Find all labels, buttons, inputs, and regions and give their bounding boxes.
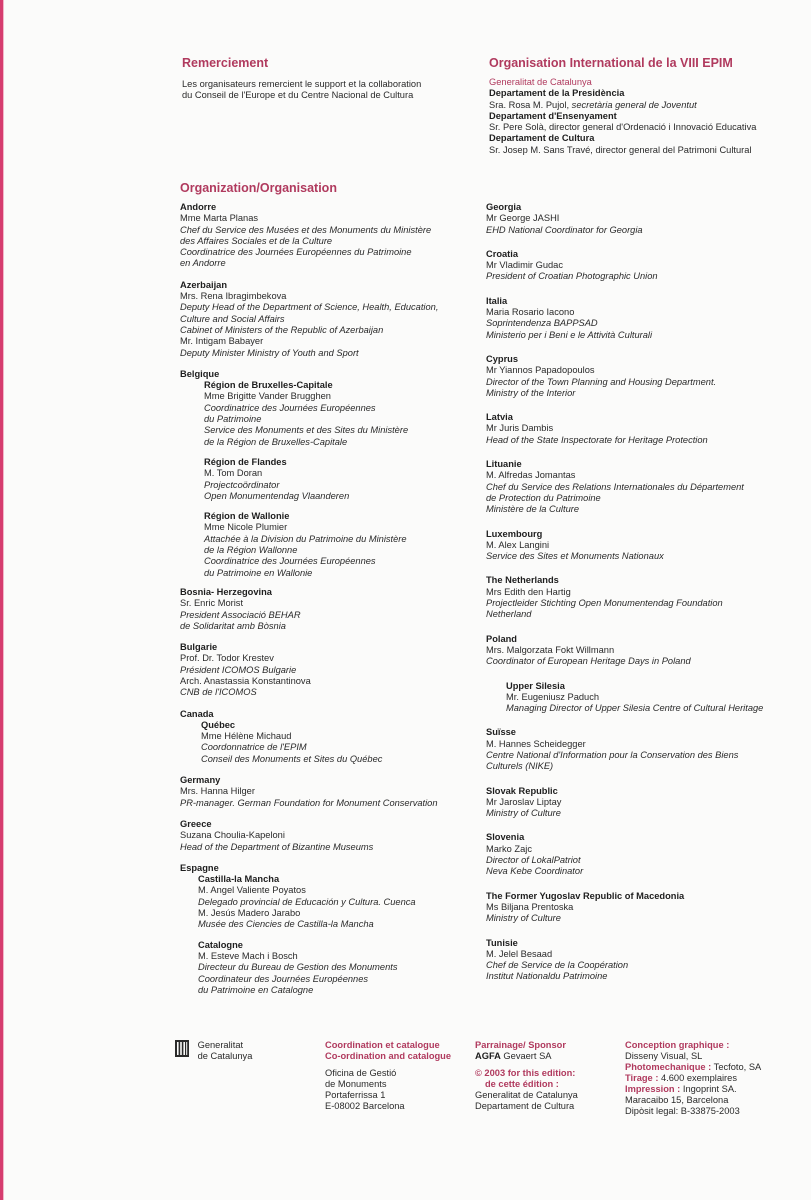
footer-coordination — [325, 1040, 475, 1112]
person-role: de la Région Wallonne — [204, 545, 298, 556]
person-role: Chef du Service des Relations Internationales du Département — [486, 481, 744, 492]
dept-name: Departament de la Presidència — [489, 88, 625, 99]
entry-lituanie — [486, 459, 796, 515]
region-quebec — [180, 720, 480, 765]
person-role: EHD National Coordinator for Georgia — [486, 224, 643, 235]
entry-suisse — [486, 727, 796, 772]
conception-line: Dipòsit legal: B-33875-2003 — [625, 1106, 740, 1116]
page-edge-highlight — [3, 0, 4, 1200]
entry-bulgarie — [180, 642, 480, 698]
person-role: Institut Nationaldu Patrimoine — [486, 971, 608, 982]
edition-line: Generalitat de Catalunya — [475, 1090, 578, 1100]
person-role: Projectleider Stichting Open Monumentendag Foundation — [486, 598, 723, 609]
person-role: Culture and Social Affairs — [180, 313, 285, 324]
person-name: M. Esteve Mach i Bosch — [198, 950, 298, 961]
entry-netherlands — [486, 575, 796, 620]
country-name: Espagne — [180, 862, 219, 873]
impression-label: Impression : — [625, 1084, 681, 1094]
entry-greece — [180, 819, 480, 853]
country-name: Germany — [180, 775, 221, 786]
person-name: Mr Jaroslav Liptay — [486, 796, 562, 807]
coordination-line: Portaferrissa 1 — [325, 1090, 386, 1100]
entry-germany — [180, 775, 480, 809]
person-name: Mrs. Hanna Hilger — [180, 786, 255, 797]
person-name: M. Alex Langini — [486, 539, 550, 550]
person-name: M. Jesús Madero Jarabo — [198, 908, 301, 919]
country-name: Bulgarie — [180, 642, 218, 653]
remerciement-title: Remerciement — [182, 56, 269, 70]
country-name: Suïsse — [486, 727, 516, 738]
person-role: Deputy Head of the Department of Science, Health, Education, — [180, 302, 439, 313]
entry-latvia — [486, 412, 796, 446]
dept-name: Departament de Cultura — [489, 133, 595, 144]
organization-left-column — [180, 202, 480, 1006]
person-role: Président ICOMOS Bulgarie — [180, 664, 297, 675]
region-name: Région de Flandes — [204, 456, 287, 467]
person-role: Head of the State Inspectorate for Heritage Protection — [486, 434, 708, 445]
sponsor-title: Parrainage/ Sponsor — [475, 1040, 566, 1050]
person-role: President Associació BEHAR — [180, 609, 301, 620]
country-name: Luxembourg — [486, 528, 543, 539]
country-name: Latvia — [486, 412, 513, 423]
logo-line: de Catalunya — [197, 1051, 253, 1061]
generalitat-logo — [175, 1040, 285, 1062]
edition-title: © 2003 for this edition: — [475, 1068, 576, 1078]
dept-person-role: secretària general de Joventut — [571, 99, 697, 110]
photomechanique-label: Photomechanique : — [625, 1062, 712, 1072]
generalitat-logo-text — [198, 1040, 253, 1062]
person-name: Marko Zajc — [486, 843, 532, 854]
person-name: Mr Juris Dambis — [486, 423, 554, 434]
entry-slovenia — [486, 832, 796, 877]
coordination-line: E-08002 Barcelona — [325, 1101, 405, 1111]
country-name: Andorre — [180, 202, 217, 212]
person-name: Arch. Anastassia Konstantinova — [180, 675, 311, 686]
country-name: Poland — [486, 633, 517, 644]
person-role: du Patrimoine en Catalogne — [198, 984, 314, 995]
entry-andorre — [180, 202, 480, 270]
person-role: Neva Kebe Coordinator — [486, 866, 584, 877]
entry-espagne — [180, 863, 480, 996]
coordination-line: Oficina de Gestió — [325, 1068, 397, 1078]
person-role: Coordinatrice des Journées Européennes — [204, 556, 376, 567]
region-bruxelles — [180, 380, 480, 448]
edition-line: Departament de Cultura — [475, 1101, 575, 1111]
person-role: du Patrimoine en Wallonie — [204, 567, 313, 578]
person-name: Mme Hélène Michaud — [201, 731, 292, 742]
photomechanique-line — [625, 1062, 800, 1073]
person-role: Coordinator of European Heritage Days in Poland — [486, 656, 691, 667]
entry-cyprus — [486, 354, 796, 399]
person-role: CNB de l'ICOMOS — [180, 687, 257, 698]
country-name: Lituanie — [486, 459, 522, 470]
sponsor-name — [475, 1051, 615, 1062]
person-name: M. Jelel Besaad — [486, 948, 553, 959]
person-role: Director of LokalPatriot — [486, 855, 581, 866]
region-name: Castilla-la Mancha — [198, 874, 280, 885]
dept-person-name: Sra. Rosa M. Pujol, — [489, 99, 572, 110]
person-role: Musée des Ciencies de Castilla-la Mancha — [198, 919, 374, 930]
person-role: President of Croatian Photographic Union — [486, 271, 658, 282]
entry-macedonia — [486, 891, 796, 925]
person-name: Sr. Enric Morist — [180, 598, 244, 609]
sponsor-brand: AGFA — [475, 1051, 501, 1061]
entry-canada — [180, 709, 480, 765]
person-role: Directeur du Bureau de Gestion des Monuments — [198, 962, 398, 973]
entry-poland — [486, 634, 796, 668]
coordination-line: de Monuments — [325, 1079, 387, 1089]
remerciement-section — [182, 56, 482, 102]
country-name: Slovenia — [486, 832, 525, 843]
coordination-title: Coordination et catalogue — [325, 1040, 440, 1050]
generalitat-emblem-icon — [175, 1040, 189, 1057]
person-role: Culturels (NIKE) — [486, 761, 554, 772]
entry-azerbaijan — [180, 280, 480, 359]
country-name: Canada — [180, 708, 214, 719]
person-role: Director of the Town Planning and Housing Department. — [486, 376, 717, 387]
region-name: Catalogne — [198, 939, 243, 950]
person-role: Chef de Service de la Coopération — [486, 960, 629, 971]
conception-line: Disseny Visual, SL — [625, 1051, 703, 1061]
country-name: Tunisie — [486, 937, 518, 948]
person-role: Head of the Department of Bizantine Museums — [180, 841, 374, 852]
organisation-international-section — [489, 56, 789, 156]
region-flandes — [180, 457, 480, 502]
dept-person — [489, 100, 789, 111]
entry-italia — [486, 296, 796, 341]
region-catalogne — [180, 940, 480, 996]
person-role: Soprintendenza BAPPSAD — [486, 318, 598, 329]
entry-tunisie — [486, 938, 796, 983]
person-role: Coordinatrice des Journées Européennes du Patrimoine — [180, 247, 412, 258]
person-role: Delegado provincial de Educación y Cultura. Cuenca — [198, 896, 416, 907]
person-role: Coordinateur des Journées Européennes — [198, 973, 369, 984]
person-name: Mrs Edith den Hartig — [486, 586, 571, 597]
photomechanique-value: Tecfoto, SA — [711, 1062, 762, 1072]
country-name: Bosnia- Herzegovina — [180, 586, 272, 597]
person-name: Ms Biljana Prentoska — [486, 901, 574, 912]
person-name: Mr Vladimir Gudac — [486, 260, 563, 271]
person-role: Ministry of Culture — [486, 808, 561, 819]
entry-slovak — [486, 786, 796, 820]
dept-person: Sr. Pere Solà, director general d'Ordenació i Innovació Educativa — [489, 122, 757, 133]
country-name: Italia — [486, 295, 508, 306]
person-role: Ministry of the Interior — [486, 387, 576, 398]
country-name: Belgique — [180, 368, 220, 379]
person-name: Mme Nicole Plumier — [204, 522, 288, 533]
country-name: The Netherlands — [486, 575, 559, 586]
person-role: PR-manager. German Foundation for Monument Conservation — [180, 797, 438, 808]
person-role: de la Région de Bruxelles-Capitale — [204, 436, 348, 447]
person-role: de Protection du Patrimoine — [486, 492, 601, 503]
person-name: M. Angel Valiente Poyatos — [198, 885, 306, 896]
person-role: Deputy Minister Ministry of Youth and Sport — [180, 347, 359, 358]
person-role: Netherland — [486, 609, 532, 620]
logo-line: Generalitat — [197, 1040, 244, 1050]
edition-title-fr: de cette édition : — [485, 1079, 559, 1089]
person-role: Ministerio per i Beni e le Attività Culturali — [486, 329, 653, 340]
person-role: du Patrimoine — [204, 414, 262, 425]
country-name: The Former Yugoslav Republic of Macedonia — [486, 890, 685, 901]
person-role: en Andorre — [180, 258, 226, 269]
person-role: Centre National d'Information pour la Conservation des Biens — [486, 749, 739, 760]
entry-luxembourg — [486, 529, 796, 563]
organisation-org: Generalitat de Catalunya — [489, 77, 592, 87]
person-role: Managing Director of Upper Silesia Centre of Cultural Heritage — [506, 703, 764, 714]
region-name: Upper Silesia — [506, 680, 565, 691]
person-name: Mrs. Malgorzata Fokt Willmann — [486, 644, 615, 655]
person-role: Coordinatrice des Journées Européennes — [204, 402, 376, 413]
country-name: Azerbaijan — [180, 279, 228, 290]
impression-value: Ingoprint SA. — [680, 1084, 737, 1094]
region-upper-silesia — [486, 681, 796, 715]
person-name: Mr. Eugeniusz Paduch — [506, 691, 600, 702]
region-wallonie — [180, 511, 480, 579]
person-name: Prof. Dr. Todor Krestev — [180, 653, 274, 664]
country-name: Croatia — [486, 248, 519, 259]
organization-right-column — [486, 202, 796, 993]
person-name: Suzana Choulia-Kapeloni — [180, 830, 285, 841]
person-name: Mme Brigitte Vander Brugghen — [204, 391, 331, 402]
entry-belgique — [180, 369, 480, 579]
person-name: Mrs. Rena Ibragimbekova — [180, 291, 287, 302]
person-name: Maria Rosario Iacono — [486, 307, 575, 318]
dept-name: Departament d'Ensenyament — [489, 110, 617, 121]
country-name: Greece — [180, 818, 212, 829]
person-role: Chef du Service des Musées et des Monuments du Ministère — [180, 224, 432, 235]
country-name: Georgia — [486, 202, 522, 212]
region-name: Québec — [201, 719, 236, 730]
organisation-international-title: Organisation International de la VIII EPIM — [489, 56, 733, 70]
entry-georgia — [486, 202, 796, 236]
person-name: Mr George JASHI — [486, 213, 560, 224]
coordination-title-en: Co-ordination and catalogue — [325, 1051, 452, 1061]
region-name: Région de Bruxelles-Capitale — [204, 380, 333, 391]
person-role: Ministère de la Culture — [486, 504, 580, 515]
person-role: Cabinet of Ministers of the Republic of Azerbaijan — [180, 324, 384, 335]
tirage-label: Tirage : — [625, 1073, 659, 1083]
sponsor-brand-rest: Gevaert SA — [500, 1051, 552, 1061]
person-role: Attachée à la Division du Patrimoine du Ministère — [204, 533, 407, 544]
person-role: de Solidaritat amb Bòsnia — [180, 620, 286, 631]
person-name: Mr. Intigam Babayer — [180, 336, 264, 347]
dept-person: Sr. Josep M. Sans Travé, director general del Patrimoni Cultural — [489, 144, 752, 155]
person-name: Mr Yiannos Papadopoulos — [486, 365, 595, 376]
entry-bosnia — [180, 587, 480, 632]
country-name: Cyprus — [486, 353, 519, 364]
tirage-value: 4.600 exemplaires — [658, 1073, 737, 1083]
footer-sponsor — [475, 1040, 615, 1112]
country-name: Slovak Republic — [486, 785, 558, 796]
conception-line: Maracaibo 15, Barcelona — [625, 1095, 729, 1105]
impression-line — [625, 1084, 800, 1095]
tirage-line — [625, 1073, 800, 1084]
person-role: Ministry of Culture — [486, 913, 561, 924]
person-name: M. Alfredas Jomantas — [486, 470, 576, 481]
organization-title: Organization/Organisation — [180, 181, 337, 195]
person-name: M. Hannes Scheidegger — [486, 738, 586, 749]
footer-conception — [625, 1040, 800, 1117]
entry-croatia — [486, 249, 796, 283]
conception-title: Conception graphique : — [625, 1040, 730, 1050]
remerciement-line: Les organisateurs remercient le support et la collaboration — [182, 79, 422, 89]
person-role: Coordonnatrice de l'EPIM — [201, 742, 307, 753]
person-role: Projectcoördinator — [204, 479, 280, 490]
region-name: Région de Wallonie — [204, 511, 290, 522]
person-role: Service des Sites et Monuments Nationaux — [486, 551, 664, 562]
remerciement-line: du Conseil de l'Europe et du Centre Nacional de Cultura — [182, 90, 414, 101]
person-role: Service des Monuments et des Sites du Ministère — [204, 425, 409, 436]
region-castilla — [180, 874, 480, 930]
person-name: Mme Marta Planas — [180, 213, 259, 224]
person-role: des Affaires Sociales et de la Culture — [180, 235, 333, 246]
person-role: Open Monumentendag Vlaanderen — [204, 490, 350, 501]
person-role: Conseil des Monuments et Sites du Québec — [201, 753, 383, 764]
person-name: M. Tom Doran — [204, 468, 263, 479]
